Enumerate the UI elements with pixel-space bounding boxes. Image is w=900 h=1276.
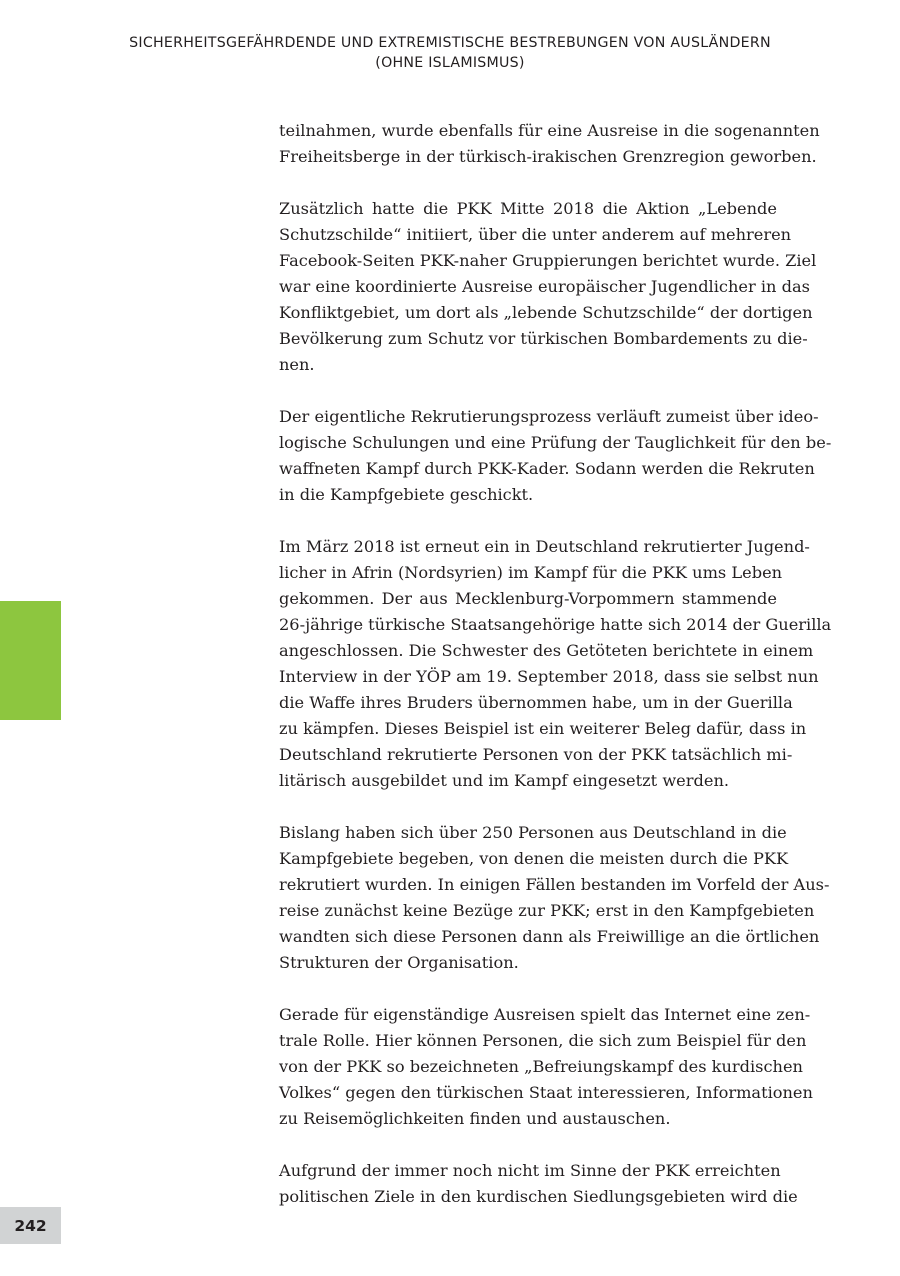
page-number-label: 242 [14, 1216, 47, 1235]
text-line: Strukturen der Organisation. [279, 953, 519, 972]
text-line: Volkes“ gegen den türkischen Staat interessieren, Informationen [279, 1083, 813, 1102]
paragraph-3 [279, 404, 832, 508]
text-line: Freiheitsberge in der türkisch-irakischen Grenzregion geworben. [279, 147, 817, 166]
text-line: teilnahmen, wurde ebenfalls für eine Ausreise in die sogenannten [279, 121, 820, 140]
paragraph-5 [279, 820, 830, 976]
text-line: die Waffe ihres Bruders übernommen habe, um in der Guerilla [279, 693, 793, 712]
text-line: Kampfgebiete begeben, von denen die meisten durch die PKK [279, 849, 789, 868]
text-line: angeschlossen. Die Schwester des Getöteten berichtete in einem [279, 641, 814, 660]
text-line: nen. [279, 355, 315, 374]
text-line: Im März 2018 ist erneut ein in Deutschland rekrutierter Jugend- [279, 537, 810, 556]
paragraph-7 [279, 1158, 798, 1210]
text-line: Facebook-Seiten PKK-naher Gruppierungen berichtet wurde. Ziel [279, 251, 817, 270]
text-line: Zusätzlich hatte die PKK Mitte 2018 die Aktion „Lebende [279, 199, 777, 218]
text-line: rekrutiert wurden. In einigen Fällen bestanden im Vorfeld der Aus- [279, 875, 830, 894]
running-header [60, 33, 840, 73]
text-line: reise zunächst keine Bezüge zur PKK; erst in den Kampfgebieten [279, 901, 815, 920]
text-line: zu Reisemöglichkeiten finden und austauschen. [279, 1109, 671, 1128]
paragraph-2 [279, 196, 817, 378]
text-line: war eine koordinierte Ausreise europäischer Jugendlicher in das [279, 277, 810, 296]
text-line: wandten sich diese Personen dann als Freiwillige an die örtlichen [279, 927, 820, 946]
text-line: waffneten Kampf durch PKK-Kader. Sodann werden die Rekruten [279, 459, 815, 478]
text-line: licher in Afrin (Nordsyrien) im Kampf für die PKK ums Leben [279, 563, 783, 582]
paragraph-1 [279, 118, 820, 170]
text-line: in die Kampfgebiete geschickt. [279, 485, 534, 504]
text-line: logische Schulungen und eine Prüfung der Tauglichkeit für den be- [279, 433, 832, 452]
text-line: Deutschland rekrutierte Personen von der PKK tatsächlich mi- [279, 745, 793, 764]
text-line: zu kämpfen. Dieses Beispiel ist ein weiterer Beleg dafür, dass in [279, 719, 807, 738]
running-header-line-2: (OHNE ISLAMISMUS) [375, 55, 525, 71]
text-line: 26-jährige türkische Staatsangehörige hatte sich 2014 der Guerilla [279, 615, 832, 634]
paragraph-6 [279, 1002, 813, 1132]
page-number [0, 1207, 61, 1244]
paragraph-4 [279, 534, 832, 794]
text-line: von der PKK so bezeichneten „Befreiungskampf des kurdischen [279, 1057, 803, 1076]
text-line: Aufgrund der immer noch nicht im Sinne der PKK erreichten [279, 1161, 781, 1180]
text-line: Schutzschilde“ initiiert, über die unter anderem auf mehreren [279, 225, 792, 244]
running-header-line-1: SICHERHEITSGEFÄHRDENDE UND EXTREMISTISCHE BESTREBUNGEN VON AUSLÄNDERN [129, 35, 771, 51]
text-line: gekommen. Der aus Mecklenburg-Vorpommern stammende [279, 589, 777, 608]
text-line: Konfliktgebiet, um dort als „lebende Schutzschilde“ der dortigen [279, 303, 813, 322]
text-line: Der eigentliche Rekrutierungsprozess verläuft zumeist über ideo- [279, 407, 819, 426]
text-line: Gerade für eigenständige Ausreisen spielt das Internet eine zen- [279, 1005, 811, 1024]
text-line: trale Rolle. Hier können Personen, die sich zum Beispiel für den [279, 1031, 807, 1050]
text-line: Bislang haben sich über 250 Personen aus Deutschland in die [279, 823, 787, 842]
text-line: Bevölkerung zum Schutz vor türkischen Bombardements zu die- [279, 329, 808, 348]
chapter-color-tab [0, 601, 61, 720]
text-line: politischen Ziele in den kurdischen Siedlungsgebieten wird die [279, 1187, 798, 1206]
text-line: litärisch ausgebildet und im Kampf eingesetzt werden. [279, 771, 730, 790]
text-line: Interview in der YÖP am 19. September 2018, dass sie selbst nun [279, 667, 819, 686]
body-text [279, 118, 832, 1236]
